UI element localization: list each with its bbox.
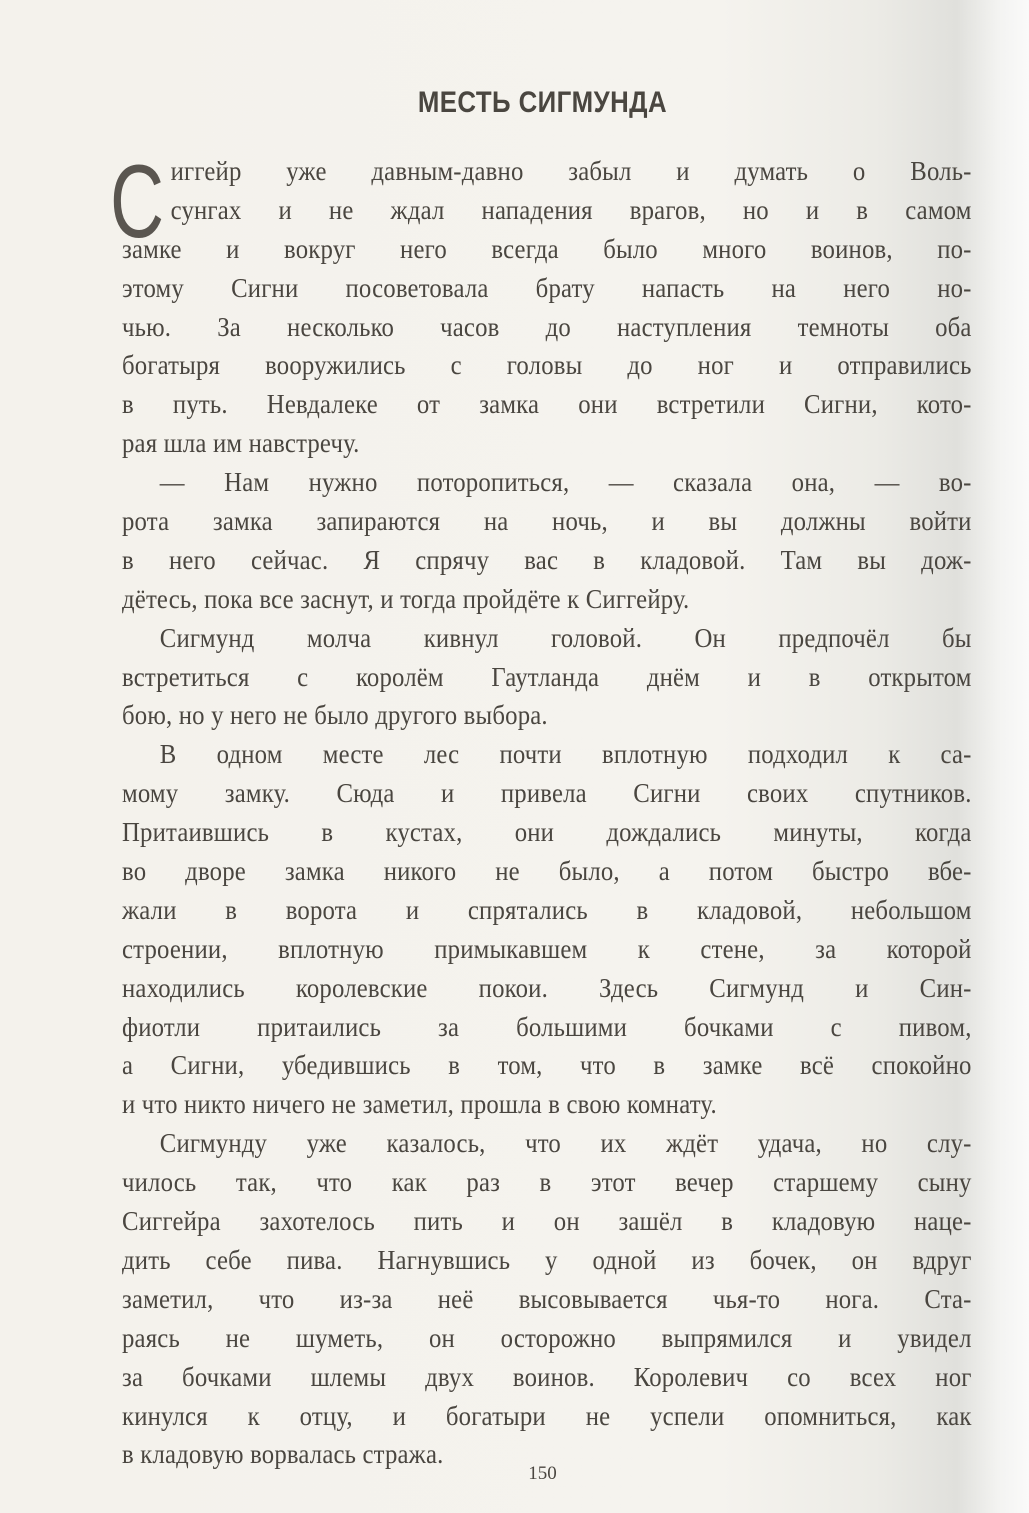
- text-line: В одном месте лес почти вплотную подходил к са-: [159, 738, 972, 770]
- text-line: дётесь, пока все заснут, и тогда пройдёте к Сиггейру.: [122, 582, 690, 614]
- text-line: сунгах и не ждал нападения врагов, но и в самом: [170, 193, 972, 225]
- text-line: встретиться с королём Гаутланда днём и в открытом: [122, 660, 972, 692]
- text-line: заметил, что из-за неё высовывается чья-то нога. Ста-: [122, 1282, 972, 1314]
- text-line: Сигмунду уже казалось, что их ждёт удача, но слу-: [159, 1127, 972, 1159]
- text-line: этому Сигни посоветовала брату напасть на него но-: [122, 271, 972, 303]
- text-line: в кладовую ворвалась стража.: [122, 1438, 444, 1470]
- text-line: рота замка запираются на ночь, и вы должны войти: [122, 505, 972, 537]
- text-line: рая шла им навстречу.: [122, 427, 360, 459]
- text-line: чью. За несколько часов до наступления темноты оба: [122, 310, 972, 342]
- text-line: кинулся к отцу, и богатыри не успели опомниться, как: [122, 1399, 972, 1431]
- text-line: в путь. Невдалеке от замка они встретили Сигни, кото-: [122, 388, 972, 420]
- text-line: мому замку. Сюда и привела Сигни своих спутников.: [122, 777, 972, 809]
- text-line: — Нам нужно поторопиться, — сказала она, — во-: [159, 466, 972, 498]
- text-line: строении, вплотную примыкавшем к стене, за которой: [122, 932, 972, 964]
- text-line: во дворе замка никого не было, а потом быстро вбе-: [122, 855, 972, 887]
- text-line: дить себе пива. Нагнувшись у одной из бочек, он вдруг: [122, 1243, 972, 1275]
- text-line: чилось так, что как раз в этот вечер старшему сыну: [122, 1166, 972, 1198]
- text-line: а Сигни, убедившись в том, что в замке всё спокойно: [122, 1049, 972, 1081]
- text-line: фиотли притаились за большими бочками с пивом,: [122, 1010, 972, 1042]
- chapter-title: МЕСТЬ СИГМУНДА: [417, 86, 668, 119]
- text-line: и что никто ничего не заметил, прошла в свою комнату.: [122, 1088, 717, 1120]
- text-line: бою, но у него не было другого выбора.: [122, 699, 548, 731]
- text-line: в него сейчас. Я спрячу вас в кладовой. Там вы дож-: [122, 543, 972, 575]
- page-number: 150: [528, 1463, 557, 1484]
- drop-cap: С: [110, 144, 165, 260]
- text-line: Притаившись в кустах, они дождались минуты, когда: [122, 816, 972, 848]
- text-line: Сиггейра захотелось пить и он зашёл в кладовую наце-: [122, 1205, 972, 1237]
- text-line: за бочками шлемы двух воинов. Королевич со всех ног: [122, 1360, 972, 1392]
- text-line: находились королевские покои. Здесь Сигмунд и Син-: [122, 971, 972, 1003]
- text-line: жали в ворота и спрятались в кладовой, небольшом: [122, 893, 972, 925]
- text-line: замке и вокруг него всегда было много воинов, по-: [122, 232, 972, 264]
- text-line: раясь не шуметь, он осторожно выпрямился и увидел: [122, 1321, 972, 1353]
- text-line: Сигмунд молча кивнул головой. Он предпочёл бы: [159, 621, 972, 653]
- text-line: богатыря вооружились с головы до ног и отправились: [122, 349, 972, 381]
- text-line: иггейр уже давным-давно забыл и думать о Воль-: [170, 155, 972, 186]
- chapter-body: [122, 152, 972, 1474]
